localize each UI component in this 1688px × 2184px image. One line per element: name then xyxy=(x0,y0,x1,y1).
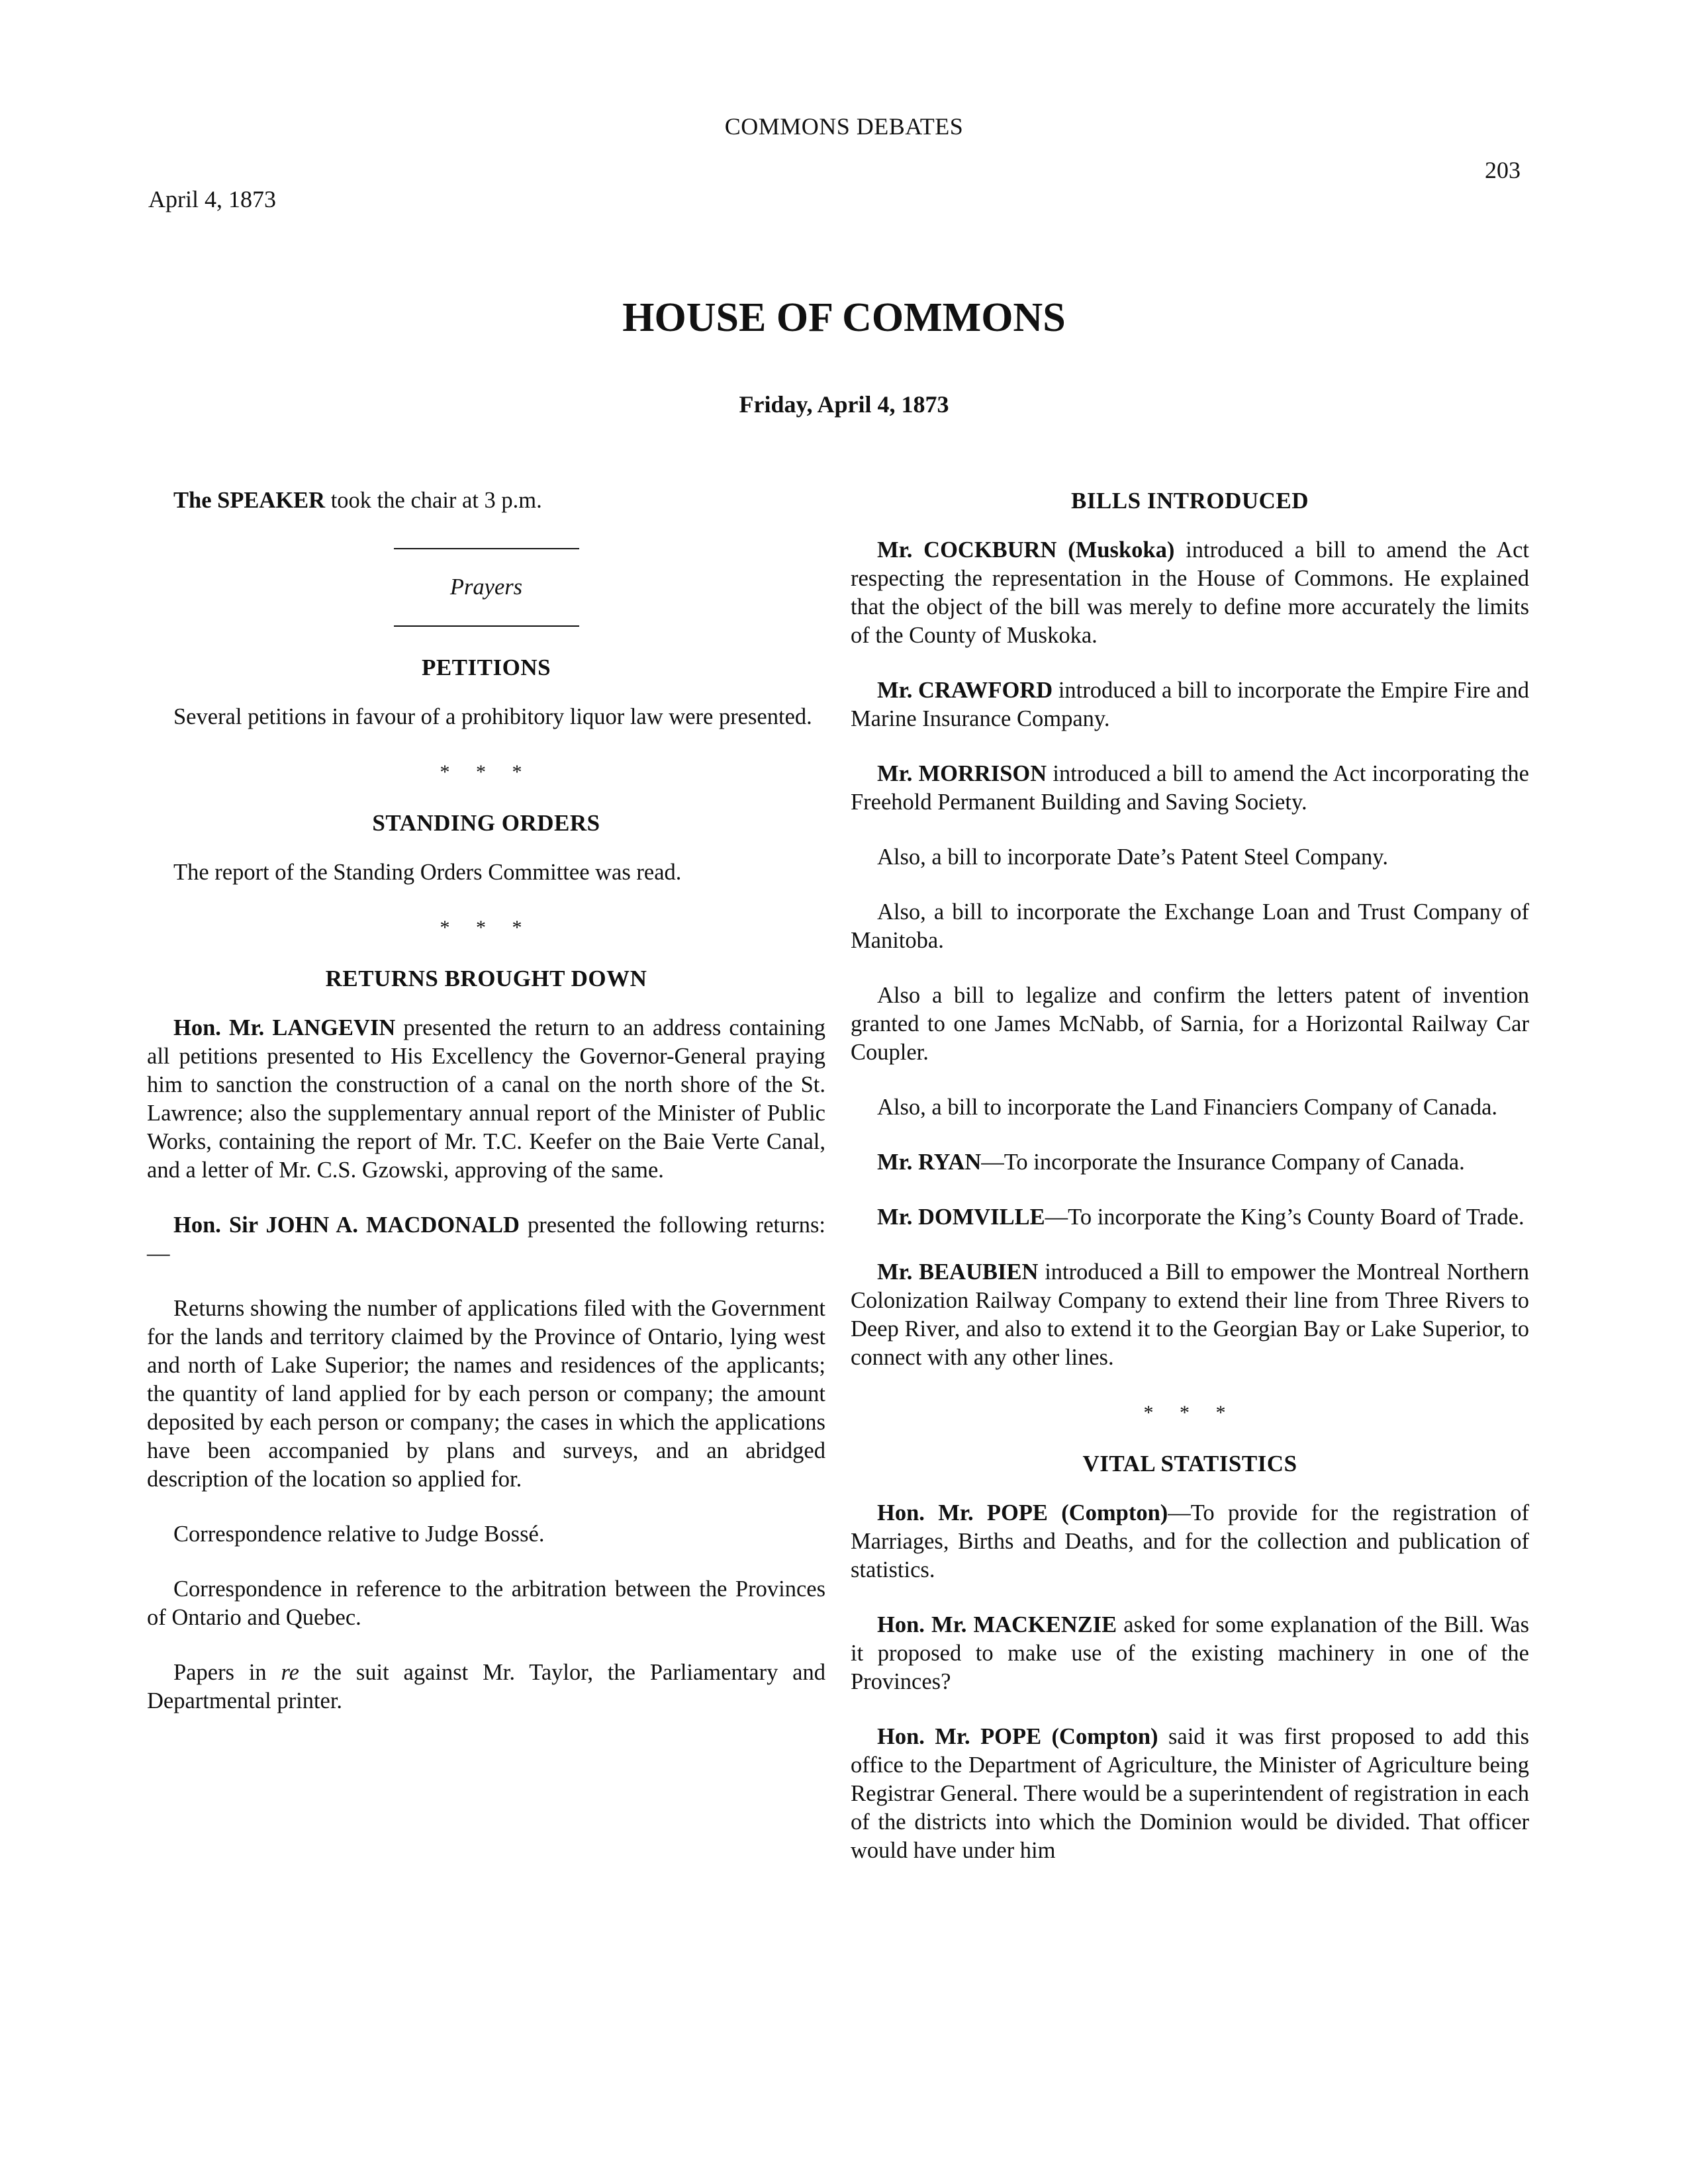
bill-paragraph-3 xyxy=(851,760,1529,817)
standing-orders-paragraph: The report of the Standing Orders Committee was read. xyxy=(173,860,682,885)
bill-paragraph-2 xyxy=(851,676,1529,733)
returns-paragraph-1 xyxy=(147,1014,825,1185)
speaker-name: Mr. CRAWFORD xyxy=(877,678,1053,703)
paragraph-text: presented the following returns:— xyxy=(147,1212,825,1266)
running-head: COMMONS DEBATES xyxy=(724,113,964,140)
vital-paragraph-2 xyxy=(851,1611,1529,1696)
section-heading-bills: BILLS INTRODUCED xyxy=(1070,488,1309,514)
section-heading-vital-statistics: VITAL STATISTICS xyxy=(1082,1451,1297,1477)
divider-rule xyxy=(394,625,579,627)
vital-paragraph-3 xyxy=(851,1723,1529,1865)
speaker-name: Hon. Mr. POPE (Compton) xyxy=(877,1500,1168,1525)
paragraph-text: introduced a bill to amend the Act respecting the representation in the House of Commons. He explained that the object of the bill was merely to define more accurately the limits of the County of Muskoka. xyxy=(851,537,1529,648)
section-separator: * * * xyxy=(1143,1402,1237,1424)
speaker-name: Hon. Mr. POPE (Compton) xyxy=(877,1724,1158,1749)
divider-rule xyxy=(394,548,579,549)
bill-paragraph-1 xyxy=(851,536,1529,650)
returns-paragraph-2 xyxy=(147,1211,825,1268)
bill-paragraph-4: Also, a bill to incorporate Date’s Patent Steel Company. xyxy=(877,844,1388,870)
returns-paragraph-5: Correspondence in reference to the arbitration between the Provinces of Ontario and Quebec. xyxy=(147,1576,825,1630)
speaker-text: took the chair at 3 p.m. xyxy=(325,488,542,513)
page-date: April 4, 1873 xyxy=(148,186,276,212)
speaker-name: Mr. BEAUBIEN xyxy=(877,1259,1039,1285)
returns-paragraph-6 xyxy=(147,1659,825,1715)
speaker-name: Mr. DOMVILLE xyxy=(877,1205,1045,1230)
section-separator: * * * xyxy=(440,761,533,783)
italic-re: re xyxy=(281,1660,299,1685)
returns-paragraph-3: Returns showing the number of applications filed with the Government for the lands and territory claimed by the Province of Ontario, lying west and north of Lake Superior; the names and residences of the applicants; the quantity of land applied for by each person or company; the amount deposited by each person or company; the cases in which the applications have been accompanied by plans and surveys, and an abridged description of the location so applied for. xyxy=(147,1296,825,1492)
paragraph-text: —To provide for the registration of Marriages, Births and Deaths, and for the collection and publication of statistics. xyxy=(851,1500,1529,1582)
prayers-label: Prayers xyxy=(449,574,523,600)
bill-paragraph-5: Also, a bill to incorporate the Exchange Loan and Trust Company of Manitoba. xyxy=(851,899,1529,953)
speaker-name: Mr. MORRISON xyxy=(877,761,1047,786)
bill-paragraph-7: Also, a bill to incorporate the Land Financiers Company of Canada. xyxy=(877,1095,1498,1120)
paragraph-text: Papers in xyxy=(173,1660,281,1685)
paragraph-text: introduced a Bill to empower the Montreal Northern Colonization Railway Company to extend their line from Three Rivers to Deep River, and also to extend it to the Georgian Bay or Lake Superior, to connect with any other lines. xyxy=(851,1259,1529,1370)
left-column xyxy=(147,486,825,1742)
bill-paragraph-10 xyxy=(851,1258,1529,1372)
right-column xyxy=(851,486,1529,1891)
bill-paragraph-8 xyxy=(851,1148,1529,1177)
speaker-name: Mr. COCKBURN (Muskoka) xyxy=(877,537,1175,563)
paragraph-text: introduced a bill to incorporate the Empire Fire and Marine Insurance Company. xyxy=(851,678,1530,731)
bill-paragraph-6: Also a bill to legalize and confirm the letters patent of invention granted to one James McNabb, of Sarnia, for a Horizontal Railway Car Coupler. xyxy=(851,983,1529,1065)
speaker-name: Hon. Mr. MACKENZIE xyxy=(877,1612,1117,1637)
speaker-name: Hon. Mr. LANGEVIN xyxy=(173,1015,396,1040)
paragraph-text: —To incorporate the Insurance Company of Canada. xyxy=(981,1150,1465,1175)
paragraph-text: —To incorporate the King’s County Board of Trade. xyxy=(1045,1205,1524,1230)
paragraph-text: the suit against Mr. Taylor, the Parliamentary and Departmental printer. xyxy=(147,1660,825,1713)
paragraph-text: said it was first proposed to add this office to the Department of Agriculture, the Minister of Agriculture being Registrar General. There would be a superintendent of registration in each of the districts into which the Dominion would be divided. That officer would have under him xyxy=(851,1724,1529,1863)
petitions-paragraph: Several petitions in favour of a prohibitory liquor law were presented. xyxy=(173,704,812,729)
speaker-name: Hon. Sir JOHN A. MACDONALD xyxy=(173,1212,520,1238)
sitting-date: Friday, April 4, 1873 xyxy=(739,391,949,418)
speaker-name: Mr. RYAN xyxy=(877,1150,982,1175)
vital-paragraph-1 xyxy=(851,1499,1529,1584)
section-separator: * * * xyxy=(440,917,533,938)
speaker-name: The SPEAKER xyxy=(173,488,326,513)
returns-paragraph-4: Correspondence relative to Judge Bossé. xyxy=(173,1522,545,1547)
paragraph-text: introduced a bill to amend the Act incorporating the Freehold Permanent Building and Saving Society. xyxy=(851,761,1529,815)
main-title: HOUSE OF COMMONS xyxy=(622,295,1066,340)
bill-paragraph-9 xyxy=(851,1203,1529,1232)
section-heading-petitions: PETITIONS xyxy=(421,655,551,680)
paragraph-text: presented the return to an address containing all petitions presented to His Excellency the Governor-General praying him to sanction the construction of a canal on the north shore of the St. Lawrence; also the supplementary annual report of the Minister of Public Works, containing the report of Mr. T.C. Keefer on the Baie Verte Canal, and a letter of Mr. C.S. Gzowski, approving of the same. xyxy=(147,1015,825,1183)
section-heading-returns: RETURNS BROUGHT DOWN xyxy=(325,966,647,991)
page-number: 203 xyxy=(1485,157,1521,183)
speaker-paragraph xyxy=(147,486,825,515)
paragraph-text: asked for some explanation of the Bill. Was it proposed to make use of the existing machinery in one of the Provinces? xyxy=(851,1612,1529,1694)
section-heading-standing-orders: STANDING ORDERS xyxy=(372,810,600,836)
